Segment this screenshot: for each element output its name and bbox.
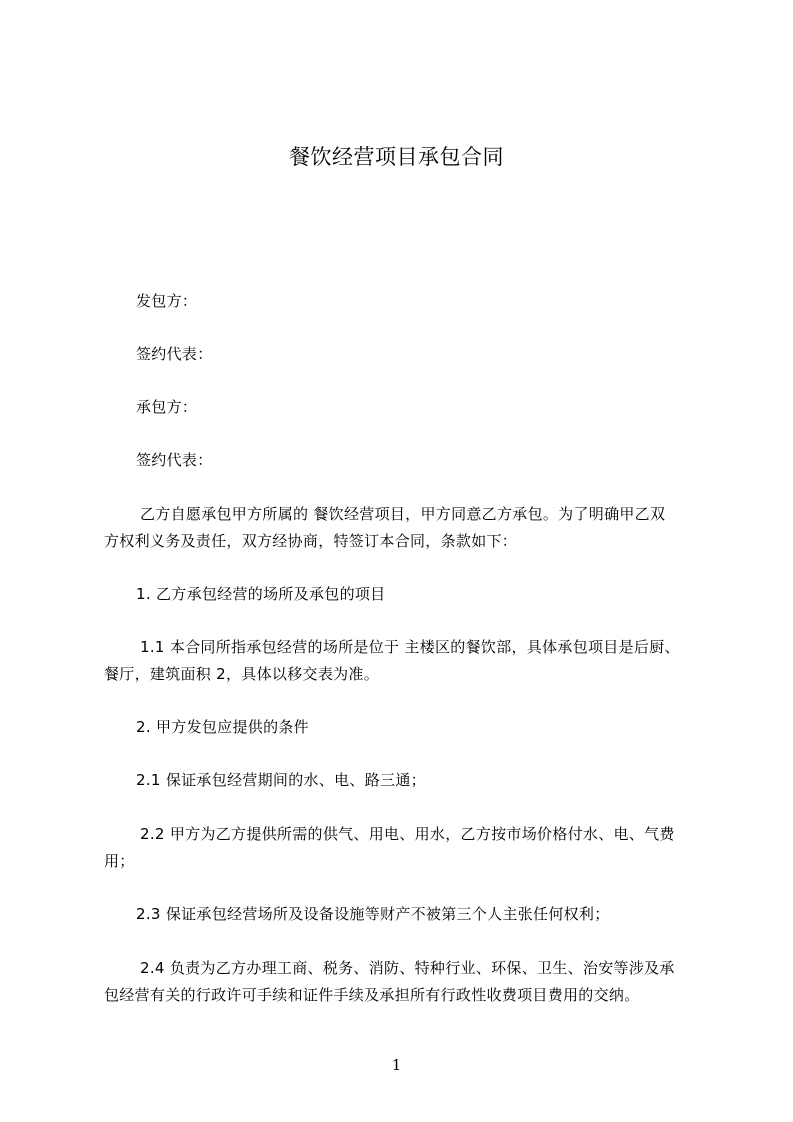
intro-paragraph-line-1: 乙方自愿承包甲方所属的 餐饮经营项目，甲方同意乙方承包。为了明确甲乙双 — [140, 505, 666, 523]
page-number: 1 — [391, 1056, 402, 1074]
section-2-heading: 2. 甲方发包应提供的条件 — [136, 718, 309, 736]
clause-2-4-line-2: 包经营有关的行政许可手续和证件手续及承担所有行政性收费项目费用的交纳。 — [104, 986, 640, 1004]
field-party-b-representative: 签约代表： — [136, 451, 213, 469]
field-party-b: 承包方： — [136, 398, 198, 416]
clause-2-3: 2.3 保证承包经营场所及设备设施等财产不被第三个人主张任何权利； — [136, 905, 610, 923]
clause-1-1-line-1: 1.1 本合同所指承包经营的场所是位于 主楼区的餐饮部，具体承包项目是后厨、 — [140, 638, 680, 656]
clause-2-2-line-1: 2.2 甲方为乙方提供所需的供气、用电、用水，乙方按市场价格付水、电、气费 — [140, 825, 675, 843]
section-1-heading: 1. 乙方承包经营的场所及承包的项目 — [136, 585, 386, 603]
clause-1-1-line-2: 餐厅，建筑面积 2，具体以移交表为准。 — [104, 665, 380, 683]
intro-paragraph-line-2: 方权利义务及责任，双方经协商，特签订本合同，条款如下： — [104, 532, 518, 550]
document-title: 餐饮经营项目承包合同 — [289, 145, 504, 169]
clause-2-2-line-2: 用； — [104, 852, 135, 870]
clause-2-1: 2.1 保证承包经营期间的水、电、路三通； — [136, 771, 426, 789]
field-party-a: 发包方： — [136, 292, 198, 310]
field-party-a-representative: 签约代表： — [136, 345, 213, 363]
clause-2-4-line-1: 2.4 负责为乙方办理工商、税务、消防、特种行业、环保、卫生、治安等涉及承 — [140, 959, 675, 977]
